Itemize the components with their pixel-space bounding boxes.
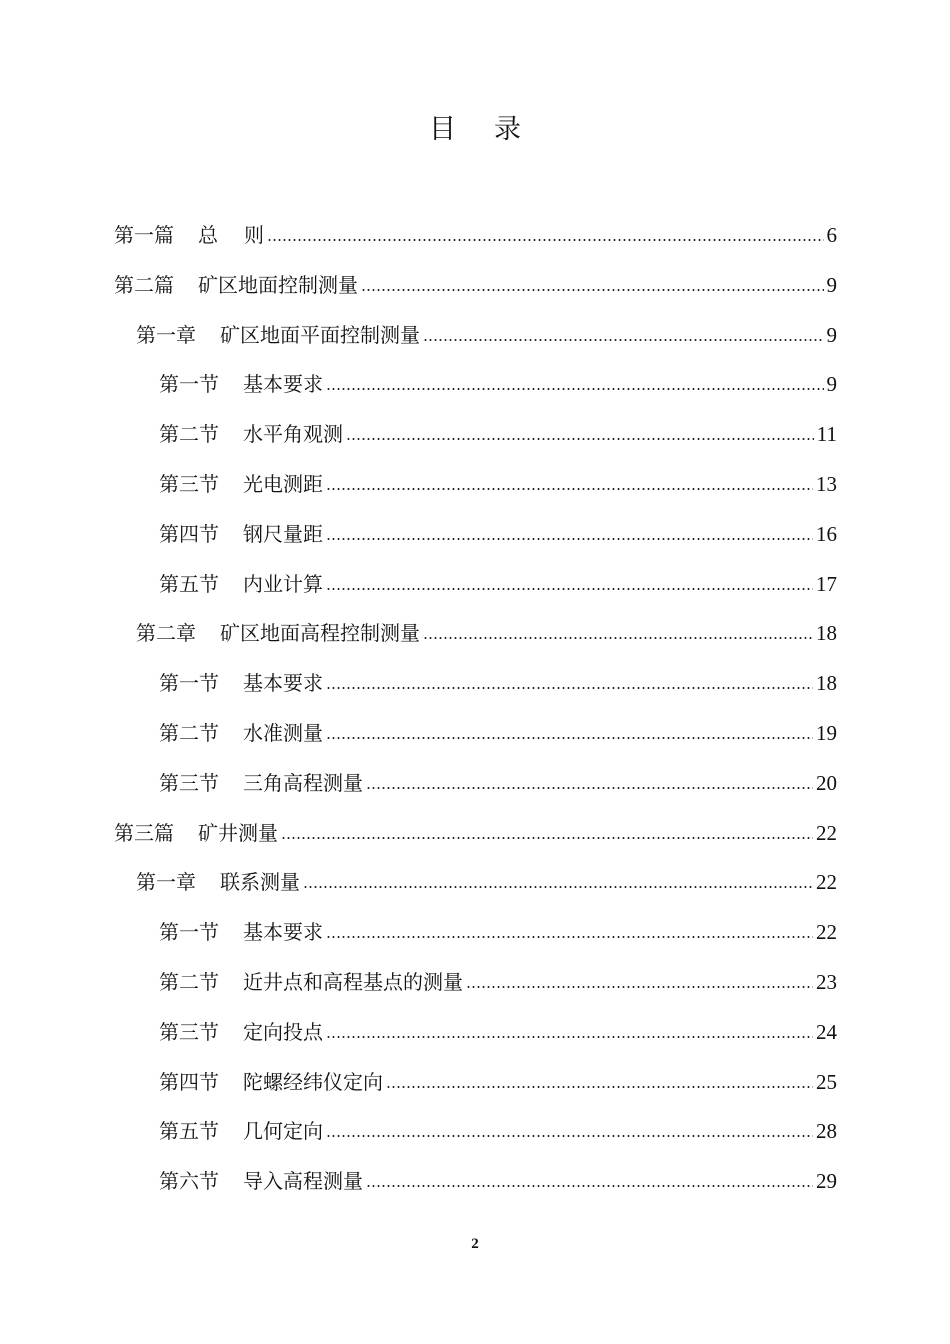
toc-entry-page: 9 xyxy=(826,272,837,297)
toc-entry-number: 第四节 xyxy=(159,1069,219,1094)
toc-entry[interactable] xyxy=(159,957,837,1007)
toc-dot-leader xyxy=(386,1086,813,1088)
toc-entry-page: 24 xyxy=(816,1019,837,1044)
toc-entry-page: 11 xyxy=(816,422,837,447)
toc-entry[interactable] xyxy=(159,559,837,609)
toc-entry-page: 29 xyxy=(816,1169,837,1194)
toc-entry-page: 16 xyxy=(816,521,837,546)
toc-entry-page: 25 xyxy=(816,1069,837,1094)
toc-entry-number: 第一章 xyxy=(136,322,196,347)
toc-entry-title: 水准测量 xyxy=(243,721,323,745)
toc-entry-number: 第六节 xyxy=(159,1169,219,1194)
toc-dot-leader xyxy=(326,538,813,540)
toc-dot-leader xyxy=(423,339,824,341)
toc-entry-title: 基本要求 xyxy=(243,671,323,696)
toc-entry[interactable] xyxy=(159,658,837,708)
toc-entry[interactable] xyxy=(159,758,837,808)
toc-entry-number: 第二节 xyxy=(159,721,219,745)
toc-entry-page: 9 xyxy=(826,322,837,347)
toc-entry-title: 陀螺经纬仪定向 xyxy=(243,1069,383,1094)
toc-entry-title: 钢尺量距 xyxy=(243,521,323,546)
toc-dot-leader xyxy=(303,886,813,888)
toc-entry-number: 第四节 xyxy=(159,521,219,546)
toc-entry[interactable] xyxy=(159,409,837,459)
toc-dot-leader xyxy=(346,438,814,440)
toc-entry[interactable] xyxy=(159,509,837,559)
toc-entry-title: 矿区地面平面控制测量 xyxy=(220,322,420,347)
toc-entry[interactable] xyxy=(136,310,837,360)
toc-entry-number: 第三节 xyxy=(159,770,219,795)
toc-entry-title: 光电测距 xyxy=(243,472,323,496)
toc-entry[interactable] xyxy=(136,608,837,658)
toc-dot-leader xyxy=(326,1036,813,1038)
toc-entry-number: 第一节 xyxy=(159,920,219,945)
toc-entry[interactable] xyxy=(136,857,837,907)
toc-entry[interactable] xyxy=(114,808,837,858)
toc-entry-title: 联系测量 xyxy=(220,870,300,895)
toc-entry-title: 基本要求 xyxy=(243,920,323,945)
toc-entry-title: 矿区地面高程控制测量 xyxy=(220,621,420,646)
toc-entry-page: 20 xyxy=(816,770,837,795)
toc-entry-page: 18 xyxy=(816,621,837,646)
toc-entry-page: 13 xyxy=(816,472,837,496)
toc-dot-leader xyxy=(423,637,813,639)
toc-dot-leader xyxy=(326,588,813,590)
toc-entry-page: 22 xyxy=(816,870,837,895)
toc-entry-number: 第二章 xyxy=(136,621,196,646)
toc-entry-number: 第三节 xyxy=(159,472,219,496)
toc-entry-number: 第一节 xyxy=(159,671,219,696)
toc-entry-page: 22 xyxy=(816,820,837,845)
toc-entry[interactable] xyxy=(159,1156,837,1206)
toc-entry-title: 近井点和高程基点的测量 xyxy=(243,970,463,994)
toc-dot-leader xyxy=(326,1135,813,1137)
toc-entry-page: 17 xyxy=(816,571,837,596)
toc-entry-number: 第三篇 xyxy=(114,820,174,845)
toc-entry-number: 第五节 xyxy=(159,571,219,596)
toc-dot-leader xyxy=(326,737,813,739)
toc-dot-leader xyxy=(326,687,813,689)
toc-dot-leader xyxy=(366,787,813,789)
toc-entry-title: 基本要求 xyxy=(243,372,323,397)
toc-dot-leader xyxy=(466,986,813,988)
toc-entry[interactable] xyxy=(159,708,837,758)
toc-entry-number: 第二节 xyxy=(159,422,219,447)
toc-dot-leader xyxy=(326,936,813,938)
toc-entry-title: 水平角观测 xyxy=(243,422,343,447)
toc-entry-title: 导入高程测量 xyxy=(243,1169,363,1194)
toc-entry-page: 22 xyxy=(816,920,837,945)
toc-entry-number: 第二节 xyxy=(159,970,219,994)
toc-entry[interactable] xyxy=(159,1106,837,1156)
toc-entry[interactable] xyxy=(159,359,837,409)
toc-dot-leader xyxy=(366,1185,813,1187)
toc-entry-title: 矿区地面控制测量 xyxy=(198,272,358,297)
toc-entry[interactable] xyxy=(114,260,837,310)
toc-entry-title: 矿井测量 xyxy=(198,820,278,845)
toc-entry-number: 第一节 xyxy=(159,372,219,397)
toc-entry-title: 内业计算 xyxy=(243,571,323,596)
toc-entry-page: 6 xyxy=(826,223,837,247)
toc-entry[interactable] xyxy=(159,1057,837,1107)
page-title: 目 录 xyxy=(429,114,521,145)
toc-entry[interactable] xyxy=(159,459,837,509)
toc-entry-title: 总 则 xyxy=(198,223,264,247)
toc-entry-title: 几何定向 xyxy=(243,1119,323,1144)
toc-entry-page: 9 xyxy=(826,372,837,397)
toc-entry-page: 23 xyxy=(816,970,837,994)
toc-entry[interactable] xyxy=(114,210,837,260)
toc-entry-title: 定向投点 xyxy=(243,1019,323,1044)
toc-entry-number: 第一章 xyxy=(136,870,196,895)
toc-entry-page: 18 xyxy=(816,671,837,696)
toc-entry-number: 第三节 xyxy=(159,1019,219,1044)
page-number: 2 xyxy=(471,1236,479,1252)
toc-entry[interactable] xyxy=(159,907,837,957)
toc-entry-number: 第五节 xyxy=(159,1119,219,1144)
toc-dot-leader xyxy=(281,837,813,839)
toc-entry-title: 三角高程测量 xyxy=(243,770,363,795)
toc-entry-page: 28 xyxy=(816,1119,837,1144)
toc-dot-leader xyxy=(361,289,824,291)
toc-dot-leader xyxy=(326,388,824,390)
toc-dot-leader xyxy=(267,239,824,241)
toc-entry[interactable] xyxy=(159,1007,837,1057)
toc-entry-number: 第二篇 xyxy=(114,272,174,297)
toc-dot-leader xyxy=(326,488,813,490)
toc-entry-page: 19 xyxy=(816,721,837,745)
toc-entry-number: 第一篇 xyxy=(114,223,174,247)
